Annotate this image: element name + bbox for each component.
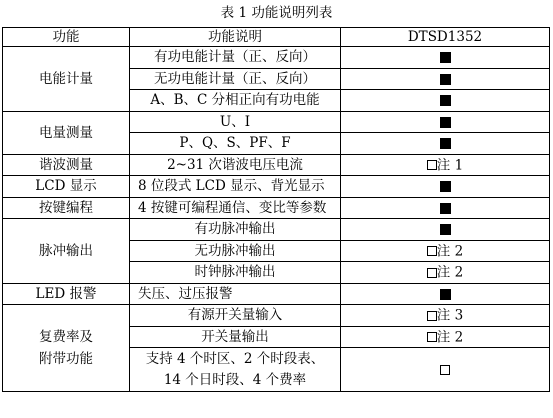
row-description: 开关量输出 [130, 326, 341, 348]
empty-square-icon [427, 311, 437, 321]
row-description: 无功电能计量（正、反向） [130, 68, 341, 90]
support-cell [341, 68, 550, 90]
note-label: 注 3 [436, 307, 464, 324]
group-rate-line2: 附带功能 [39, 351, 93, 367]
support-cell [341, 219, 550, 241]
table-caption: 表 1 功能说明列表 [220, 5, 333, 21]
row-description: 4 按键可编程通信、变比等参数 [130, 197, 341, 219]
table-row [3, 47, 550, 69]
row-description: 时钟脉冲输出 [130, 262, 341, 284]
row-description-line2: 14 个日时段、4 个费率 [163, 371, 307, 388]
support-cell [341, 262, 550, 284]
filled-square-icon [440, 181, 451, 192]
support-cell [341, 90, 550, 112]
note-label: 注 2 [436, 243, 464, 259]
support-cell [341, 283, 550, 305]
row-description-line1: 支持 4 个时区、2 个时段表、 [145, 350, 325, 367]
group-pulse: 脉冲输出 [3, 219, 130, 284]
group-rate [3, 305, 130, 392]
row-description: U、I [130, 111, 341, 133]
support-cell [341, 154, 550, 176]
row-description: 有源开关量输入 [130, 305, 341, 327]
filled-square-icon [440, 52, 451, 63]
support-cell [341, 240, 550, 262]
row-description: 2~31 次谐波电压电流 [130, 154, 341, 176]
filled-square-icon [440, 74, 451, 85]
table-row [3, 197, 550, 219]
row-description: P、Q、S、PF、F [130, 133, 341, 155]
group-keys: 按键编程 [3, 197, 130, 219]
filled-square-icon [440, 203, 451, 214]
group-led: LED 报警 [3, 283, 130, 305]
table-row [3, 154, 550, 176]
filled-square-icon [440, 138, 451, 149]
support-cell [341, 197, 550, 219]
function-table [2, 27, 550, 392]
empty-square-icon [440, 365, 450, 375]
table-header-row [3, 28, 550, 47]
table-row [3, 219, 550, 241]
group-lcd: LCD 显示 [3, 176, 130, 198]
support-cell [341, 305, 550, 327]
row-description: 8 位段式 LCD 显示、背光显示 [130, 176, 341, 198]
empty-square-icon [427, 332, 437, 342]
filled-square-icon [440, 224, 451, 235]
support-cell [341, 133, 550, 155]
row-description: A、B、C 分相正向有功电能 [130, 90, 341, 112]
group-rate-line1: 复费率及 [39, 329, 93, 345]
header-description: 功能说明 [130, 28, 341, 47]
filled-square-icon [440, 95, 451, 106]
group-energy: 电能计量 [3, 47, 130, 112]
row-description: 有功脉冲输出 [130, 219, 341, 241]
note-label: 注 2 [436, 264, 464, 281]
group-power: 电量测量 [3, 111, 130, 154]
header-function: 功能 [3, 28, 130, 47]
filled-square-icon [440, 289, 451, 300]
row-description [130, 348, 341, 392]
empty-square-icon [427, 268, 437, 278]
table-row [3, 305, 550, 327]
header-model: DTSD1352 [341, 28, 550, 47]
row-description: 有功电能计量（正、反向） [130, 47, 341, 69]
note-label: 注 2 [436, 329, 464, 345]
empty-square-icon [427, 246, 437, 256]
support-cell [341, 176, 550, 198]
support-cell [341, 326, 550, 348]
group-harmonic: 谐波测量 [3, 154, 130, 176]
table-row [3, 176, 550, 198]
table-row [3, 283, 550, 305]
support-cell [341, 348, 550, 392]
table-row [3, 111, 550, 133]
row-description: 无功脉冲输出 [130, 240, 341, 262]
row-description: 失压、过压报警 [130, 283, 341, 305]
empty-square-icon [427, 160, 437, 170]
filled-square-icon [440, 117, 451, 128]
support-cell [341, 47, 550, 69]
support-cell [341, 111, 550, 133]
note-label: 注 1 [436, 157, 464, 173]
